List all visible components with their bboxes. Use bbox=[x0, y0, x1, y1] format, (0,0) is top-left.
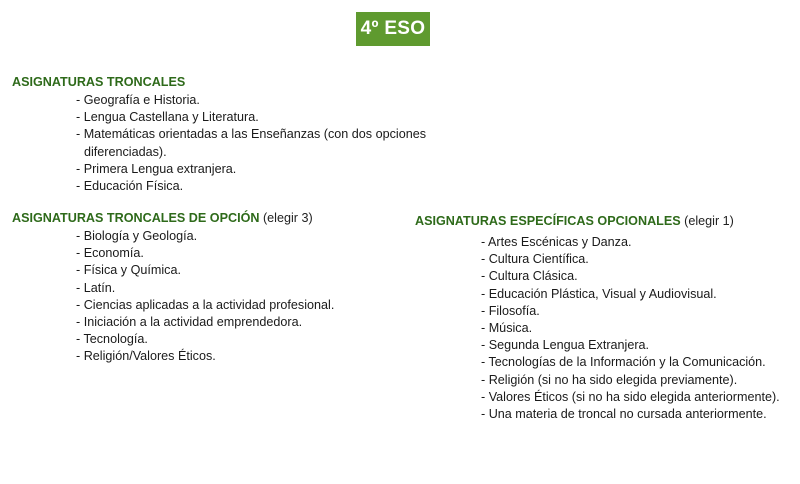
opcion-list bbox=[76, 228, 334, 366]
list-item: - Música. bbox=[481, 321, 533, 336]
list-item: - Biología y Geología. bbox=[76, 229, 198, 243]
list-item: - Cultura Científica. bbox=[481, 252, 589, 267]
especificas-heading bbox=[415, 213, 780, 230]
list-item: - Geografía e Historia. bbox=[76, 93, 200, 107]
list-item: - Filosofía. bbox=[481, 303, 540, 318]
list-item: - Física y Química. bbox=[76, 263, 181, 278]
list-item: - Iniciación a la actividad emprendedora. bbox=[76, 315, 303, 330]
especificas-heading-note: (elegir 1) bbox=[684, 214, 734, 228]
list-item: - Tecnologías de la Información y la Comunicación. bbox=[481, 355, 766, 370]
opcion-section bbox=[12, 210, 334, 366]
troncales-list bbox=[76, 92, 426, 195]
list-item: - Una materia de troncal no cursada anteriormente. bbox=[481, 407, 767, 422]
list-item: - Segunda Lengua Extranjera. bbox=[481, 338, 650, 353]
opcion-heading bbox=[12, 210, 334, 227]
list-item: - Ciencias aplicadas a la actividad profesional. bbox=[76, 297, 335, 312]
list-item: - Economía. bbox=[76, 246, 144, 261]
list-item: - Matemáticas orientadas a las Enseñanzas (con dos opciones bbox=[76, 127, 427, 142]
list-item: - Valores Éticos (si no ha sido elegida anteriormente). bbox=[481, 389, 780, 404]
list-item: - Artes Escénicas y Danza. bbox=[481, 235, 632, 249]
troncales-section bbox=[12, 74, 426, 195]
list-item-continuation-text: diferenciadas). bbox=[84, 144, 167, 159]
list-item: - Religión (si no ha sido elegida previamente). bbox=[481, 372, 738, 387]
list-item-continuation bbox=[76, 144, 426, 161]
opcion-heading-text: ASIGNATURAS TRONCALES DE OPCIÓN bbox=[12, 211, 260, 225]
list-item: - Educación Plástica, Visual y Audiovisual. bbox=[481, 286, 717, 301]
especificas-list bbox=[481, 234, 780, 423]
list-item: - Cultura Clásica. bbox=[481, 269, 578, 284]
list-item: - Tecnología. bbox=[76, 332, 148, 347]
list-item: - Latín. bbox=[76, 280, 116, 295]
list-item: - Religión/Valores Éticos. bbox=[76, 349, 216, 364]
list-item: - Primera Lengua extranjera. bbox=[76, 161, 237, 176]
list-item: - Lengua Castellana y Literatura. bbox=[76, 110, 259, 125]
especificas-heading-text: ASIGNATURAS ESPECÍFICAS OPCIONALES bbox=[415, 214, 681, 228]
opcion-heading-note: (elegir 3) bbox=[262, 211, 313, 225]
especificas-section bbox=[415, 213, 780, 423]
list-item: - Educación Física. bbox=[76, 179, 184, 194]
troncales-heading-text: ASIGNATURAS TRONCALES bbox=[12, 75, 186, 89]
troncales-heading bbox=[12, 74, 426, 91]
course-title-badge: 4º ESO bbox=[356, 12, 430, 46]
